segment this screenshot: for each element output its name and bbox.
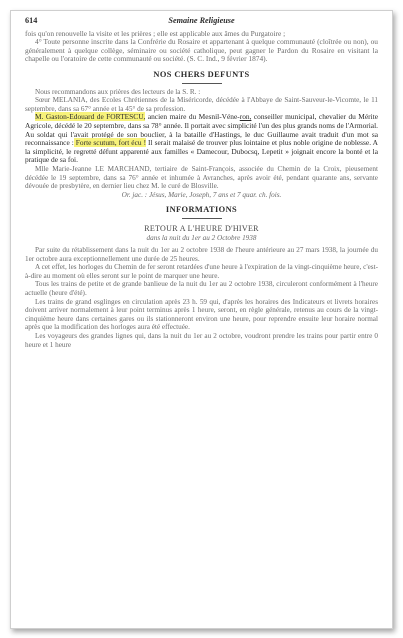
- page-header: [25, 17, 378, 26]
- article-paragraph: Les voyageurs des grandes lignes qui, dans la nuit du 1er au 2 octobre, voudront prendre les trains pour partir entre 0 heure et 1 heure: [25, 332, 378, 349]
- page-number: 614: [25, 16, 38, 25]
- article-paragraph: Tous les trains de petite et de grande banlieue de la nuit du 1er au 2 octobre 1938, circuleront conformément à l'heure actuelle (heure d'été).: [25, 280, 378, 298]
- highlighted-name: M. Gaston-Edouard de FORTESCU,: [35, 112, 146, 122]
- intro-paragraph-2: 4° Toute personne inscrite dans la Confrérie du Rosaire et appartenant à quelque communauté (cloîtrée ou non), ou généralement à quelque collège, séminaire ou société catholique, peut gagner le Pardon du Rosaire en visitant la chapelle ou l'oratoire de cette communauté ou société. (S. C. Ind., 9 février 1874).: [25, 37, 378, 64]
- informations-section-title: INFORMATIONS: [165, 205, 238, 215]
- document-page: [10, 10, 393, 629]
- article-title: RETOUR A L'HEURE D'HIVER: [144, 223, 259, 233]
- obituary-text: Il serait malaisé de trouver plus lointaine et plus noble origine de noblesse. A la simplicité, le regretté défunt apparenté aux familles « Damecour, Dubocsq, Lepetit » joignait encore la bonté et la pratique de sa foi.: [25, 138, 378, 165]
- section-divider: [182, 83, 222, 84]
- article-paragraph: Par suite du rétablissement dans la nuit du 1er au 2 octobre 1938 de l'heure antérieure au 27 mars 1938, la journée du 1er octobre aura exceptionnellement une durée de 25 heures.: [25, 246, 378, 263]
- obituary-entry-melania: Sœur MELANIA, des Ecoles Chrétiennes de la Miséricorde, décédée à l'Abbaye de Saint-Sauveur-le-Vicomte, le 11 septembre, dans sa 67° année et la 45° de sa profession.: [25, 96, 378, 113]
- prayer-line: Or. jac. : Jésus, Marie, Joseph, 7 ans et 7 quar. ch. fois.: [121, 190, 282, 199]
- article-paragraph: A cet effet, les horloges du Chemin de fer seront retardées d'une heure à l'expiration de la vingt-cinquième heure, c'est-à-dire au moment où elles seront sur le point de marquer une heure.: [25, 263, 378, 280]
- page-content: [11, 11, 392, 349]
- obituary-entry-fortescu: [25, 113, 378, 165]
- highlighted-motto: Forte scutum, fort écu !: [73, 138, 147, 148]
- article-date-line: dans la nuit du 1er au 2 Octobre 1938: [146, 234, 257, 243]
- article-paragraph: Les trains de grand esglinges en circulation après 23 h. 59 qui, d'après les horaires des Indicateurs et livrets horaires doivent arriver normalement à leur point terminus après 1 heure, seront, en règle générale, retenus au cours de la vingt-cinquième heure dans certaines gares ou ils stationneront environ une heure, pour reprendre ensuite leur horaire normal après que la modification des horloges aura été effectuée.: [25, 297, 378, 332]
- section-divider: [182, 218, 222, 219]
- publication-title: Semaine Religieuse: [168, 16, 235, 25]
- defunts-section-title: NOS CHERS DEFUNTS: [153, 69, 250, 79]
- obituary-text: conseiller municipal, chevalier du Mérite Agricole, décédé le 20 septembre, dans sa 78° année. Il portait avec simplicité l'un des plus grands noms de l'Armorial. Au soldat qui l'avait protégé de son bouclier, à la bataille d'Hastings, le duc Guillaume avait traduit d'un mot sa reconnaissance :: [25, 112, 378, 148]
- defunts-intro: Nous recommandons aux prières des lecteurs de la S. R. :: [35, 87, 201, 96]
- underlined-word: ron,: [239, 112, 252, 122]
- obituary-text: ancien maire du Mesnil-Véne-: [145, 112, 240, 122]
- intro-paragraph-1: fois qu'on renouvelle la visite et les prières ; elle est applicable aux âmes du Purgatoire ;: [25, 28, 286, 38]
- obituary-entry-lemarchand: Mlle Marie-Jeanne LE MARCHAND, tertiaire de Saint-François, associée du Chemin de la Croix, pieusement décédée le 19 septembre, dans sa 76° année et inhumée à Avranches, après avoir été, pendant quarante ans, servante dévouée de presbytère, en dernier lieu chez M. le curé de Blosville.: [25, 164, 378, 191]
